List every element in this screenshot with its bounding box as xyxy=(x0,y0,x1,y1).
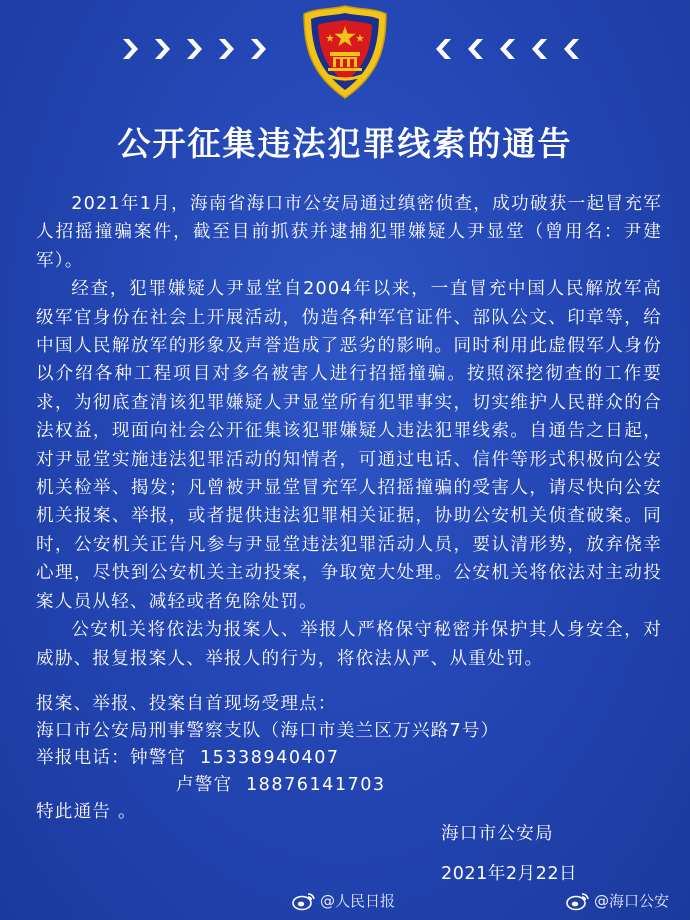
chevron-left-icon xyxy=(494,36,520,62)
chevron-left-icon xyxy=(558,36,584,62)
watermark-people-daily xyxy=(292,890,395,911)
weibo-logo-icon xyxy=(292,891,316,911)
watermark-haikou-police xyxy=(566,890,669,911)
chevron-right-icon xyxy=(118,36,144,62)
contact-section xyxy=(36,691,636,826)
left-chevron-group xyxy=(118,36,272,62)
signature-date: 2021年2月22日 xyxy=(441,864,578,884)
police-emblem xyxy=(300,4,390,100)
contact-phone-row-1 xyxy=(36,745,636,772)
officer-name-1: 钟警官 xyxy=(129,748,187,768)
notice-title: 公开征集违法犯罪线索的通告 xyxy=(117,124,573,163)
chevron-left-icon xyxy=(430,36,456,62)
chevron-left-icon xyxy=(526,36,552,62)
closing-text: 特此通告 。 xyxy=(36,802,137,822)
chevron-left-icon xyxy=(462,36,488,62)
chevron-right-icon xyxy=(182,36,208,62)
chevron-right-icon xyxy=(246,36,272,62)
header-banner xyxy=(0,0,690,110)
phone-label: 举报电话： xyxy=(36,748,130,768)
paragraph-investigation: 经查，犯罪嫌疑人尹显堂自2004年以来，一直冒充中国人民解放军高级军官身份在社会上开展活动，伪造各种军官证件、部队公文、印章等，给中国人民解放军的形象及声誉造成了恶劣的影响。同时利用此虚假军人身份以介绍各种工程项目对多名被害人进行招摇撞骗。按照深挖彻查的工作要求，为彻底查清该犯罪嫌疑人尹显堂所有犯罪事实，切实维护人民群众的合法权益，现面向社会公开征集该犯罪嫌疑人违法犯罪线索。自通告之日起，对尹显堂实施违法犯罪活动的知情者，可通过电话、信件等形式积极向公安机关检举、揭发；凡曾被尹显堂冒充军人招摇撞骗的受害人，请尽快向公安机关报案、举报，或者提供违法犯罪相关证据，协助公安机关侦查破案。同时，公安机关正告凡参与尹显堂违法犯罪活动人员，要认清形势，放弃侥幸心理，尽快到公安机关主动投案，争取宽大处理。公安机关将依法对主动投案人员从轻、减轻或者免除处罚。 xyxy=(36,279,662,612)
officer-name-2: 卢警官 xyxy=(176,775,233,795)
weibo-logo-icon xyxy=(566,891,590,911)
right-chevron-group xyxy=(430,36,584,62)
signature-organization: 海口市公安局 xyxy=(441,824,554,844)
chevron-right-icon xyxy=(150,36,176,62)
phone-number-1: 15338940407 xyxy=(199,748,340,768)
paragraph-protection: 公安机关将依法为报案人、举报人严格保守秘密并保护其人身安全，对威胁、报复报案人、举报人的行为，将依法从严、从重处罚。 xyxy=(36,620,662,669)
notice-body xyxy=(36,190,662,673)
phone-number-2: 18876141703 xyxy=(245,775,386,795)
watermark-text-right: @海口公安 xyxy=(594,892,670,910)
contact-heading: 报案、举报、投案自首现场受理点： xyxy=(36,694,337,714)
paragraph-case-summary: 2021年1月，海南省海口市公安局通过缜密侦查，成功破获一起冒充军人招摇撞骗案件，截至目前抓获并逮捕犯罪嫌疑人尹显堂（曾用名：尹建军）。 xyxy=(36,194,662,271)
chevron-right-icon xyxy=(214,36,240,62)
watermark-text-left: @人民日报 xyxy=(320,892,396,910)
contact-address: 海口市公安局刑事警察支队（海口市美兰区万兴路7号） xyxy=(36,721,500,741)
contact-phone-row-2 xyxy=(36,772,636,799)
